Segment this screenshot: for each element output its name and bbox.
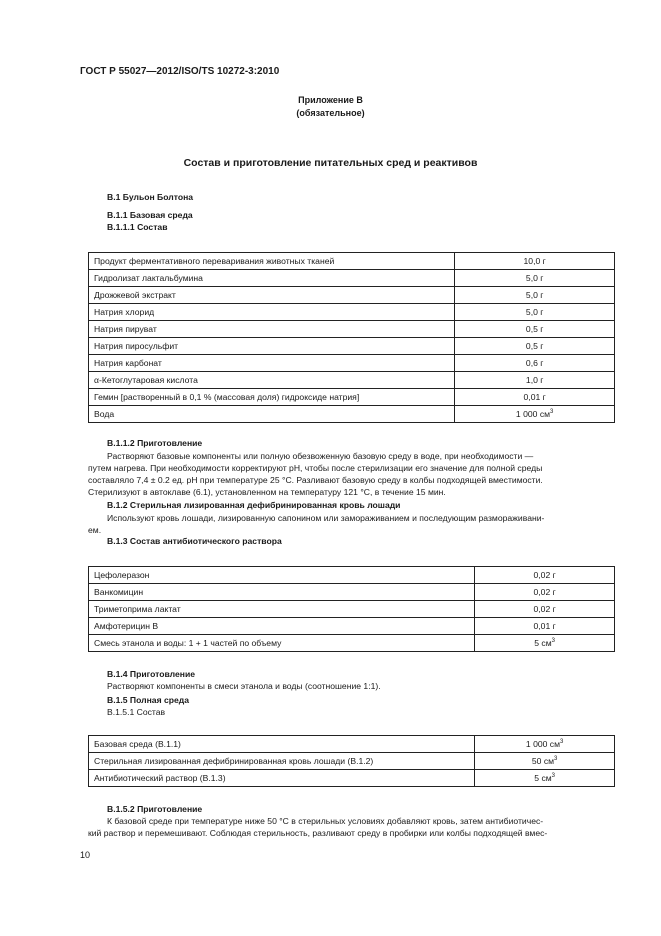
ingredient-amount-cell [455, 321, 615, 338]
ingredient-name-cell: Натрия пируват [89, 321, 455, 338]
table-row [89, 372, 615, 389]
amount-value: 0,5 г [525, 324, 544, 334]
ingredient-name-cell: Антибиотический раствор (В.1.3) [89, 770, 475, 787]
table-row [89, 253, 615, 270]
section-b112-heading: В.1.1.2 Приготовление [107, 438, 203, 448]
table-row [89, 601, 615, 618]
ingredient-name-cell: Базовая среда (В.1.1) [89, 736, 475, 753]
ingredient-name-cell: Амфотерицин В [89, 618, 475, 635]
paragraph-b152-line: кий раствор и перемешивают. Соблюдая стерильность, разливают среду в пробирки или колбы подходящей вмес- [88, 828, 548, 838]
ingredient-amount-cell [455, 253, 615, 270]
unit-superscript: 3 [560, 739, 564, 746]
ingredient-name-cell: Натрия карбонат [89, 355, 455, 372]
amount-value: 0,02 г [533, 587, 556, 597]
table-row [89, 355, 615, 372]
amount-value: 0,6 г [525, 358, 544, 368]
table-row [89, 736, 615, 753]
table-row [89, 770, 615, 787]
unit-superscript: 3 [550, 409, 554, 416]
ingredient-amount-cell [455, 304, 615, 321]
paragraph-b112-line: Стерилизуют в автоклаве (6.1), установленном на температуру 121 °С, в течение 15 мин. [88, 487, 446, 497]
ingredient-name-cell: Гидролизат лактальбумина [89, 270, 455, 287]
table-row [89, 270, 615, 287]
annex-title: Приложение В [298, 95, 363, 105]
amount-value: 0,01 г [523, 392, 546, 402]
amount-value: 0,02 г [533, 604, 556, 614]
section-b111-heading: В.1.1.1 Состав [107, 222, 168, 232]
ingredient-name-cell: Ванкомицин [89, 584, 475, 601]
amount-value: 0,02 г [533, 570, 556, 580]
ingredient-name-cell: Цефолеразон [89, 567, 475, 584]
ingredient-name-cell: Гемин [растворенный в 0,1 % (массовая доля) гидроксиде натрия] [89, 389, 455, 406]
table-row [89, 584, 615, 601]
annex-subtitle: (обязательное) [296, 108, 365, 118]
table-row [89, 635, 615, 652]
ingredient-amount-cell [475, 584, 615, 601]
ingredient-amount-cell [475, 618, 615, 635]
ingredient-name-cell: Вода [89, 406, 455, 423]
ingredient-name-cell: Смесь этанола и воды: 1 + 1 частей по объему [89, 635, 475, 652]
amount-value: 50 см [531, 756, 555, 766]
amount-value: 5,0 г [525, 290, 544, 300]
amount-value: 10,0 г [523, 256, 546, 266]
unit-superscript: 3 [554, 756, 558, 763]
ingredient-amount-cell [455, 406, 615, 423]
ingredient-amount-cell [455, 270, 615, 287]
table-row [89, 406, 615, 423]
document-title: Состав и приготовление питательных сред и реактивов [183, 157, 478, 169]
ingredient-name-cell: Продукт ферментативного переваривания животных тканей [89, 253, 455, 270]
paragraph-b152-line: К базовой среде при температуре ниже 50 °С в стерильных условиях добавляют кровь, затем антибиотичес- [107, 816, 544, 826]
ingredient-amount-cell [455, 338, 615, 355]
ingredient-amount-cell [455, 389, 615, 406]
table-row [89, 618, 615, 635]
amount-value: 0,01 г [533, 621, 556, 631]
amount-value: 1 000 см [515, 409, 551, 419]
ingredient-amount-cell [475, 601, 615, 618]
amount-value: 5,0 г [525, 273, 544, 283]
ingredient-name-cell: Триметоприма лактат [89, 601, 475, 618]
unit-superscript: 3 [551, 638, 555, 645]
amount-value: 1,0 г [525, 375, 544, 385]
table-row [89, 753, 615, 770]
table-row [89, 338, 615, 355]
composition-table-base-medium [88, 252, 615, 423]
amount-value: 5 см [534, 773, 552, 783]
ingredient-amount-cell [455, 372, 615, 389]
amount-value: 5,0 г [525, 307, 544, 317]
paragraph-b112-line: путем нагрева. При необходимости корректируют pH, чтобы после стерилизации его значение для полной среды [88, 463, 543, 473]
unit-superscript: 3 [551, 773, 555, 780]
ingredient-name-cell: Стерильная лизированная дефибринированная кровь лошади (В.1.2) [89, 753, 475, 770]
ingredient-amount-cell [475, 736, 615, 753]
composition-table-antibiotic [88, 566, 615, 652]
ingredient-name-cell: α-Кетоглутаровая кислота [89, 372, 455, 389]
section-b13-heading: В.1.3 Состав антибиотического раствора [107, 536, 282, 546]
document-header: ГОСТ Р 55027—2012/ISO/TS 10272-3:2010 [80, 66, 280, 77]
amount-value: 0,5 г [525, 341, 544, 351]
paragraph-b14: Растворяют компоненты в смеси этанола и воды (соотношение 1:1). [107, 681, 381, 691]
table-row [89, 321, 615, 338]
ingredient-amount-cell [475, 770, 615, 787]
section-b11-heading: В.1.1 Базовая среда [107, 210, 193, 220]
table-row [89, 389, 615, 406]
section-b14-heading: В.1.4 Приготовление [107, 669, 196, 679]
paragraph-b12-line: ем. [88, 525, 102, 535]
section-b151-heading: В.1.5.1 Состав [107, 707, 166, 717]
section-b152-heading: В.1.5.2 Приготовление [107, 804, 203, 814]
amount-value: 5 см [534, 638, 552, 648]
section-b12-heading: В.1.2 Стерильная лизированная дефибринированная кровь лошади [107, 500, 401, 510]
page-number: 10 [80, 850, 91, 860]
ingredient-amount-cell [475, 635, 615, 652]
ingredient-name-cell: Натрия пиросульфит [89, 338, 455, 355]
ingredient-amount-cell [475, 753, 615, 770]
ingredient-amount-cell [455, 355, 615, 372]
ingredient-amount-cell [475, 567, 615, 584]
section-b15-heading: В.1.5 Полная среда [107, 695, 190, 705]
paragraph-b112-line: Растворяют базовые компоненты или полную обезвоженную базовую среду в воде, при необходимости — [107, 451, 534, 461]
ingredient-name-cell: Натрия хлорид [89, 304, 455, 321]
section-b1-heading: В.1 Бульон Болтона [107, 192, 194, 202]
table-row [89, 304, 615, 321]
amount-value: 1 000 см [525, 739, 561, 749]
ingredient-name-cell: Дрожжевой экстракт [89, 287, 455, 304]
ingredient-amount-cell [455, 287, 615, 304]
composition-table-complete-medium [88, 735, 615, 787]
table-row [89, 567, 615, 584]
table-row [89, 287, 615, 304]
paragraph-b12-line: Используют кровь лошади, лизированную сапонином или замораживанием и последующим размораживани- [107, 513, 545, 523]
paragraph-b112-line: составляло 7,4 ± 0.2 ед. pH при температуре 25 °С. Разливают базовую среду в колбы подходящей вместимости. [88, 475, 543, 485]
